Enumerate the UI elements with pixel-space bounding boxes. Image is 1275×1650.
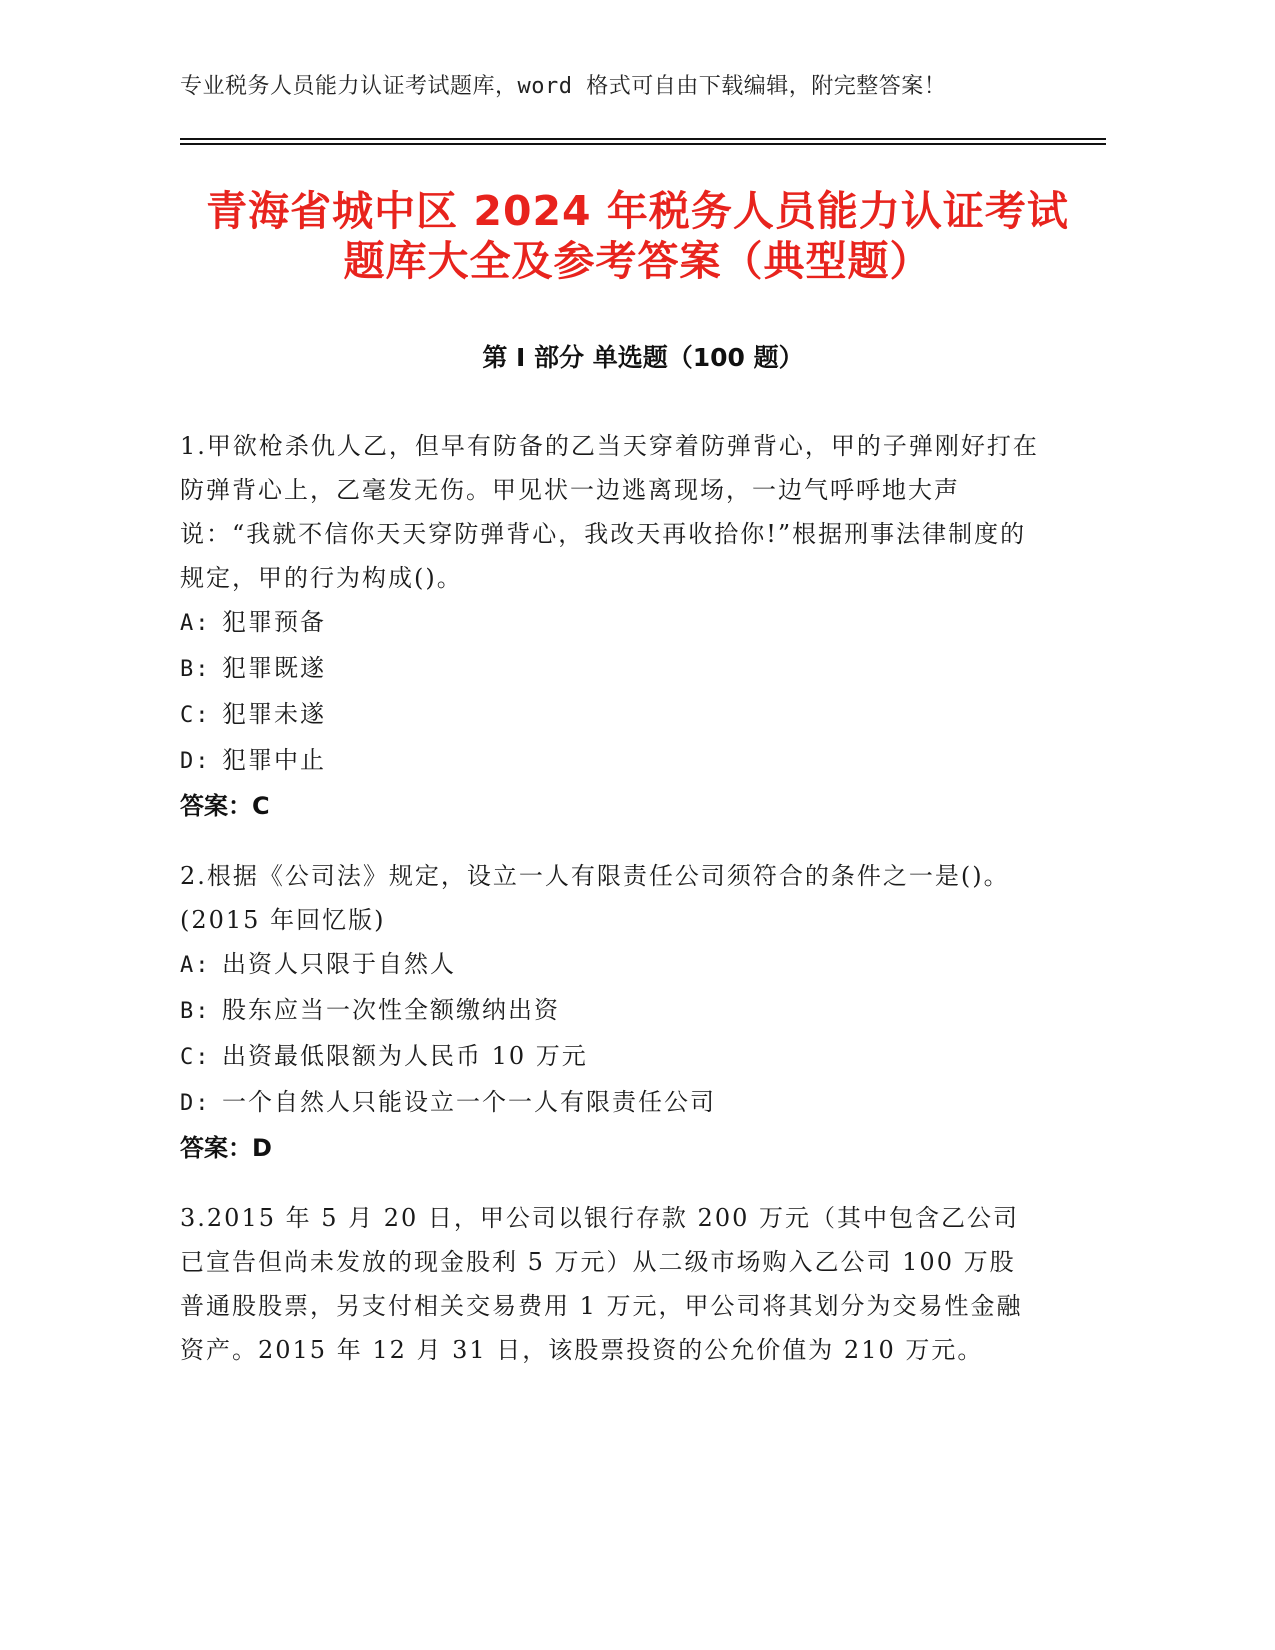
option-key: B:	[180, 999, 211, 1024]
question-2	[180, 854, 1040, 1170]
option-text: 犯罪既遂	[222, 654, 326, 682]
option-text: 犯罪未遂	[222, 700, 326, 728]
question-1	[180, 424, 1040, 828]
answer: 答案：D	[180, 1134, 272, 1162]
question-3	[180, 1196, 1040, 1372]
header-rule-bottom	[180, 143, 1106, 145]
option-b	[180, 988, 1040, 1034]
answer: 答案：C	[180, 792, 270, 820]
option-d	[180, 738, 1040, 784]
option-key: D:	[180, 1091, 211, 1116]
option-b	[180, 646, 1040, 692]
question-stem: 3.2015 年 5 月 20 日，甲公司以银行存款 200 万元（其中包含乙公司已宣告但尚未发放的现金股利 5 万元）从二级市场购入乙公司 100 万股普通股股票，另支付相关交易费用 1 万元，甲公司将其划分为交易性金融资产。2015 年 12 月 31 日，该股票投资的公允价值为 210 万元。	[180, 1204, 1023, 1364]
option-d	[180, 1080, 1040, 1126]
option-text: 股东应当一次性全额缴纳出资	[222, 996, 560, 1024]
option-c	[180, 1034, 1040, 1080]
question-stem: 1.甲欲枪杀仇人乙，但早有防备的乙当天穿着防弹背心，甲的子弹刚好打在防弹背心上，乙毫发无伤。甲见状一边逃离现场，一边气呼呼地大声说：“我就不信你天天穿防弹背心，我改天再收拾你!”根据刑事法律制度的规定，甲的行为构成()。	[180, 432, 1039, 592]
document-title-line-2: 题库大全及参考答案（典型题）	[343, 237, 932, 285]
option-key: B:	[180, 657, 211, 682]
option-key: C:	[180, 1045, 211, 1070]
document-title	[150, 186, 1125, 286]
option-text: 出资人只限于自然人	[222, 950, 456, 978]
header-note: 专业税务人员能力认证考试题库，word 格式可自由下载编辑，附完整答案！	[180, 74, 947, 99]
question-stem: 2.根据《公司法》规定，设立一人有限责任公司须符合的条件之一是()。(2015 年回忆版)	[180, 862, 1010, 934]
section-title: 第 I 部分 单选题（100 题）	[482, 343, 804, 372]
option-key: A:	[180, 953, 211, 978]
header-rule-top	[180, 138, 1106, 140]
question-list	[180, 424, 1040, 1398]
option-text: 出资最低限额为人民币 10 万元	[222, 1042, 588, 1070]
option-text: 犯罪预备	[222, 608, 326, 636]
option-a	[180, 942, 1040, 988]
option-key: C:	[180, 703, 211, 728]
option-c	[180, 692, 1040, 738]
option-text: 犯罪中止	[222, 746, 326, 774]
option-key: A:	[180, 611, 211, 636]
option-a	[180, 600, 1040, 646]
document-title-line-1: 青海省城中区 2024 年税务人员能力认证考试	[206, 187, 1069, 235]
option-text: 一个自然人只能设立一个一人有限责任公司	[222, 1088, 716, 1116]
option-key: D:	[180, 749, 211, 774]
